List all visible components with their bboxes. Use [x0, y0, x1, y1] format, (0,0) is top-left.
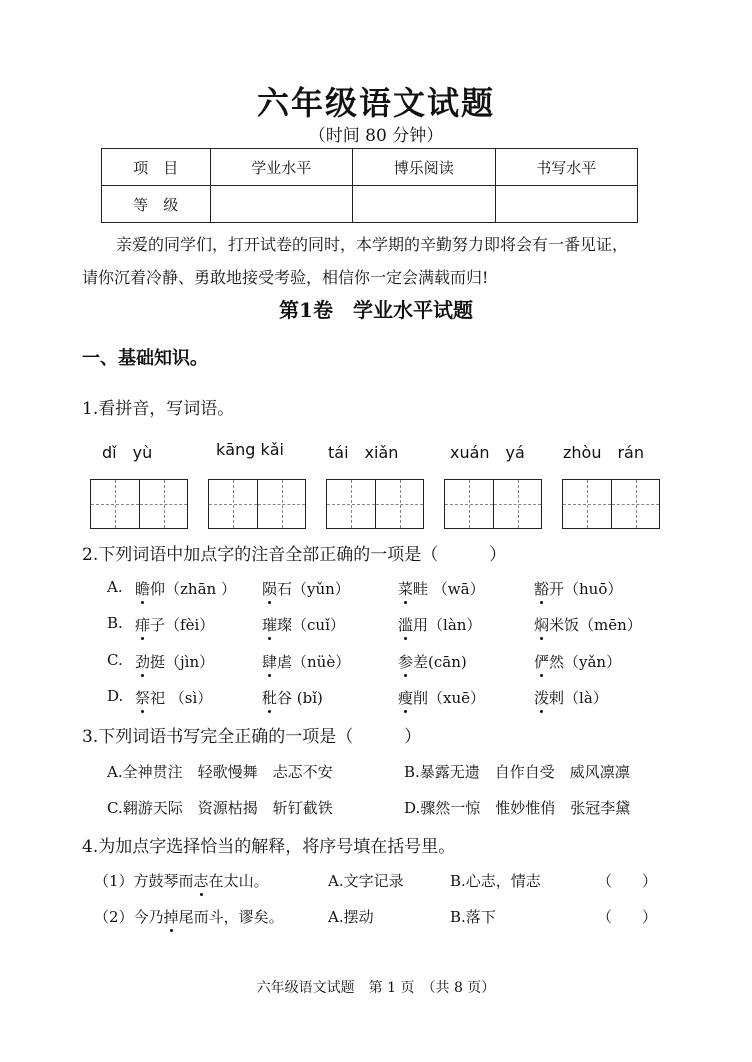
dotted-char: 菜 — [398, 580, 414, 598]
option-letter: D. — [107, 687, 124, 705]
sentence-start: （2）今乃 — [94, 908, 164, 926]
time-note: （时间 80 分钟） — [308, 126, 444, 146]
word-2 — [262, 651, 350, 672]
table-header-cell: 书写水平 — [495, 149, 638, 186]
writing-box-1[interactable] — [90, 479, 188, 529]
q4-item-2 — [94, 906, 284, 927]
table-row — [102, 149, 638, 186]
q4-item-1-choice-b: B.心志，情志 — [450, 872, 541, 890]
q4-item-2-answer-paren[interactable]: （ ） — [597, 908, 658, 926]
q4-item-1-answer-paren[interactable]: （ ） — [597, 872, 658, 890]
word-rest: 石（yǔn） — [277, 580, 350, 598]
grade-label-cell: 等 级 — [102, 186, 211, 223]
grade-empty-cell — [495, 186, 638, 223]
word-4 — [534, 651, 621, 672]
sentence-end: 尾而斗，谬矣。 — [178, 908, 284, 926]
word-1 — [135, 687, 212, 708]
intro-line-1: 亲爱的同学们，打开试卷的同时，本学期的辛勤努力即将会有一番见证， — [116, 235, 629, 254]
dotted-char: 泼 — [534, 689, 550, 707]
q3-option-c: C.翱游天际 资源枯揭 斩钉截铁 — [107, 799, 333, 817]
dotted-char: 豁 — [534, 580, 550, 598]
word-rest: 剌（là） — [549, 689, 608, 707]
option-letter: A. — [107, 578, 123, 596]
question-4-prompt: 4.为加点字选择恰当的解释，将序号填在括号里。 — [82, 837, 456, 857]
dotted-char: 瞻 — [135, 580, 151, 598]
dotted-char: 肆 — [262, 653, 278, 671]
pinyin-3: tái xiǎn — [328, 443, 399, 462]
word-4 — [534, 578, 622, 599]
word-4 — [534, 614, 642, 635]
word-3 — [398, 687, 485, 708]
word-4 — [534, 687, 608, 708]
word-1 — [135, 614, 214, 635]
part-heading: 一、基础知识。 — [82, 348, 208, 369]
question-3-prompt: 3.下列词语书写完全正确的一项是（ ） — [82, 727, 422, 747]
q2-option-b — [107, 614, 642, 634]
word-rest: 璨（cuǐ） — [277, 616, 345, 634]
dotted-char: 痱 — [135, 616, 151, 634]
q2-option-c — [107, 651, 622, 671]
word-2 — [262, 687, 323, 708]
word-rest: 开（huō） — [549, 580, 623, 598]
writing-box-4[interactable] — [444, 479, 542, 529]
dotted-char: 焖 — [534, 616, 550, 634]
dotted-char: 祭 — [135, 689, 151, 707]
word-rest: 差(cān) — [413, 653, 467, 671]
word-rest: 用（làn） — [413, 616, 482, 634]
dotted-char: 璀 — [262, 616, 278, 634]
dotted-char: 陨 — [262, 580, 278, 598]
writing-box-3[interactable] — [326, 479, 424, 529]
sentence-start: （1）方鼓琴而 — [94, 872, 194, 890]
q4-item-2-choice-a: A.摆动 — [328, 908, 374, 926]
dotted-char: 瘦 — [398, 689, 414, 707]
grade-empty-cell — [210, 186, 352, 223]
writing-box-2[interactable] — [208, 479, 306, 529]
option-letter: C. — [107, 651, 123, 669]
table-header-cell: 博乐阅读 — [353, 149, 495, 186]
writing-box-5[interactable] — [562, 479, 660, 529]
word-2 — [262, 578, 350, 599]
word-rest: 挺（jìn） — [150, 653, 215, 671]
word-rest: 子（fèi） — [150, 616, 215, 634]
table-header-cell: 学业水平 — [210, 149, 352, 186]
dotted-char: 志 — [193, 872, 209, 890]
q4-item-2-choice-b: B.落下 — [450, 908, 496, 926]
dotted-char: 俨 — [534, 653, 550, 671]
dotted-char: 参 — [398, 653, 414, 671]
intro-line-2: 请你沉着冷静、勇敢地接受考验，相信你一定会满载而归! — [82, 268, 489, 287]
q4-item-1-choice-a: A.文字记录 — [328, 872, 404, 890]
option-letter: B. — [107, 614, 123, 632]
table-row — [102, 186, 638, 223]
word-2 — [262, 614, 345, 635]
section-title: 第1卷 学业水平试题 — [279, 298, 473, 322]
dotted-char: 滥 — [398, 616, 414, 634]
dotted-char: 秕 — [262, 689, 278, 707]
word-3 — [398, 651, 467, 672]
word-1 — [135, 578, 236, 599]
word-rest: 然（yǎn） — [549, 653, 622, 671]
table-header-cell: 项 目 — [102, 149, 211, 186]
page-title: 六年级语文试题 — [256, 84, 495, 122]
sentence-end: 在太山。 — [208, 872, 269, 890]
page-footer: 六年级语文试题 第 1 页 （共 8 页） — [256, 980, 496, 996]
word-3 — [398, 614, 481, 635]
dotted-char: 掉 — [163, 908, 179, 926]
word-rest: 削（xuē） — [413, 689, 486, 707]
word-rest: 仰（zhān ） — [150, 580, 236, 598]
q3-option-d: D.骤然一惊 惟妙惟俏 张冠李黛 — [404, 799, 631, 817]
grade-table — [101, 148, 638, 223]
word-1 — [135, 651, 214, 672]
q2-option-a — [107, 578, 623, 598]
question-2-prompt: 2.下列词语中加点字的注音全部正确的一项是（ ） — [82, 545, 507, 565]
word-rest: 祀 （sì） — [150, 689, 213, 707]
word-rest: 虐（nüè） — [277, 653, 351, 671]
question-1-prompt: 1.看拼音，写词语。 — [82, 399, 235, 419]
grade-empty-cell — [353, 186, 495, 223]
word-rest: 谷 (bǐ) — [277, 689, 323, 707]
q3-option-b: B.暴露无遗 自作自受 威风凛凛 — [404, 763, 630, 781]
word-rest: 米饭（mēn） — [549, 616, 642, 634]
word-3 — [398, 578, 485, 599]
pinyin-1: dǐ yù — [102, 443, 153, 462]
q2-option-d — [107, 687, 608, 707]
q4-item-1 — [94, 870, 269, 891]
pinyin-5: zhòu rán — [563, 443, 644, 462]
word-rest: 畦 （wā） — [413, 580, 485, 598]
pinyin-2: kāng kǎi — [216, 440, 284, 459]
pinyin-4: xuán yá — [450, 443, 525, 462]
dotted-char: 劲 — [135, 653, 151, 671]
q3-option-a: A.全神贯注 轻歌慢舞 忐忑不安 — [107, 763, 333, 781]
